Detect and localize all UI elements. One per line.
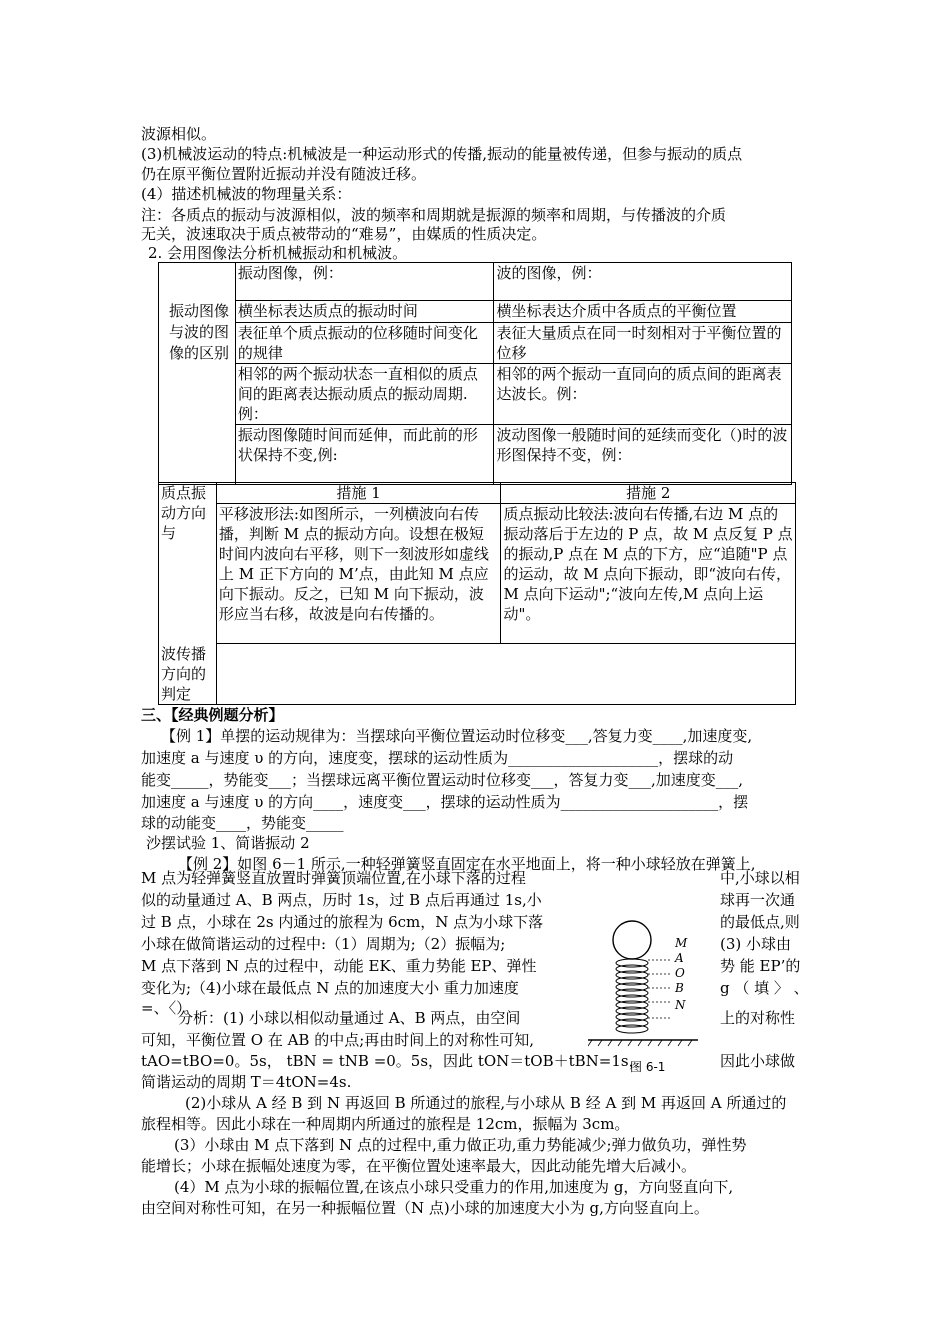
example-line-right: 中,小球以相 (720, 869, 800, 887)
example-line-right: 的最低点,则 (720, 913, 800, 931)
example-line: 沙摆试验 1、简谐振动 2 (146, 834, 310, 852)
analysis-line: (4）M 点为小球的振幅位置,在该点小球只受重力的作用,加速度为 g，方向竖直向下, (174, 1178, 734, 1196)
method-table (158, 482, 796, 705)
ball-icon (613, 921, 651, 959)
analysis-line: 由空间对称性可知，在另一种振幅位置（N 点)小球的加速度大小为 g,方向竖直向上。 (141, 1199, 709, 1217)
table-row-header: 波传播方向的判定 (159, 644, 217, 705)
example-line: 加速度 a 与速度 υ 的方向，速度变，摆球的运动性质为____________________，摆球的动 (141, 749, 734, 767)
table-cell: 横坐标表达介质中各质点的平衡位置 (494, 301, 792, 323)
example-line: 似的动量通过 A、B 两点，历时 1s，过 B 点后再通过 1s,小 (141, 891, 542, 909)
example-line: M 点下落到 N 点的过程中，动能 EK、重力势能 EP、弹性 (141, 957, 537, 975)
intro-line: 仍在原平衡位置附近振动并没有随波迁移。 (141, 165, 427, 183)
example-line: 过 B 点，小球在 2s 内通过的旅程为 6cm，N 点为小球下落 (141, 913, 544, 931)
analysis-line: 可知，平衡位置 O 在 AB 的中点;再由时间上的对称性可知, (141, 1031, 535, 1049)
table-cell: 波动图像一般随时间的延续而变化（)时的波形图保持不变，例： (494, 425, 792, 485)
example-line: 加速度 a 与速度 υ 的方向____，速度变___，摆球的运动性质为_____________________，摆 (141, 793, 749, 811)
example-line: 变化为;（4)小球在最低点 N 点的加速度大小 重力加速度 (141, 979, 519, 997)
table-cell: 质点振动比较法:波向右传播,右边 M 点的振动落后于左边的 P 点，故 M 点反复 P 点的振动,P 点在 M 点的下方，应“追随"P 点的运动，故 M 点向下振动，即“波向右传，M 点向下运动";“波向左传,M 点向上运动"。 (501, 504, 796, 644)
example-line: 小球在做简谐运动的过程中:（1）周期为;（2）振幅为; (141, 935, 506, 953)
spring-coil-icon (616, 959, 648, 1033)
example-line: 【例 1】单摆的运动规律为：当摆球向平衡位置运动时位移变___,答复力变____,加速度变, (161, 727, 753, 745)
example-line: M 点为轻弹簧竖直放置时弹簧顶端位置,在小球下落的过程 (141, 869, 526, 887)
analysis-line-right: 上的对称性 (720, 1009, 796, 1027)
intro-line: (4）描述机械波的物理量关系： (141, 185, 352, 203)
example-line: 能变_____，势能变___；当摆球远离平衡位置运动时位移变___，答复力变___,加速度变___, (141, 771, 744, 789)
section-title: 三、【经典例题分析】 (141, 706, 284, 724)
example-line-right: (3) 小球由 (720, 935, 792, 953)
table-cell: 振动图像随时间而延伸，而此前的形状保持不变,例: (235, 425, 494, 485)
figure-label-o: O (675, 966, 685, 980)
table-header: 措施 1 (216, 483, 501, 504)
table-cell: 相邻的两个振动状态一直相似的质点间的距离表达振动质点的振动周期.例： (235, 364, 494, 425)
intro-line: 2. 会用图像法分析机械振动和机械波。 (148, 244, 408, 262)
table-cell: 表征大量质点在同一时刻相对于平衡位置的位移 (494, 323, 792, 364)
analysis-line: (3）小球由 M 点下落到 N 点的过程中,重力做正功,重力势能减少;弹力做负功，弹性势 (174, 1136, 747, 1154)
intro-line: 波源相似。 (141, 125, 217, 143)
ground-hatch-icon (588, 1040, 692, 1046)
table-row-header: 质点振动方向与 (159, 483, 217, 644)
example-line: 球的动能变____，势能变_____ (141, 814, 344, 832)
example-line-right: g （ 填 〉 、 (720, 979, 809, 997)
intro-line: 注：各质点的振动与波源相似，波的频率和周期就是振源的频率和周期，与传播波的介质 (141, 206, 727, 224)
intro-line: 无关，波速取决于质点被带动的“难易”，由媒质的性质决定。 (141, 225, 547, 243)
table-cell: 表征单个质点振动的位移随时间变化的规律 (235, 323, 494, 364)
example-line: 【例 2】如图 6－1 所示,一种轻弹簧竖直固定在水平地面上，将一种小球轻放在弹簧上, (178, 855, 756, 873)
table-cell: 振动图像，例： (235, 263, 494, 301)
table-cell: 相邻的两个振动一直同向的质点间的距离表达波长。例： (494, 364, 792, 425)
analysis-line: 分析：(1) 小球以相似动量通过 A、B 两点，由空间 (178, 1009, 521, 1027)
figure-label-b: B (675, 981, 684, 995)
figure-label-a: A (675, 951, 684, 965)
table-cell: 平移波形法:如图所示，一列横波向右传播，判断 M 点的振动方向。设想在极短时间内波向右平移，则下一刻波形如虚线上 M 正下方向的 M’点，由此知 M 点应向下振动。反之，已知 M 向下振动，波形应当右移，故波是向右传播的。 (216, 504, 501, 644)
spring-figure (588, 918, 708, 1068)
table-row-header: 振动图像与波的图像的区别 (159, 263, 236, 485)
example-line-right: 势 能 EP’的 (720, 957, 801, 975)
analysis-line: 旅程相等。因此小球在一种周期内所通过的旅程是 12cm，振幅为 3cm。 (141, 1115, 630, 1133)
example-line-right: 球再一次通 (720, 891, 796, 909)
example-line: =、〈）。 (141, 999, 199, 1017)
table-cell (216, 644, 795, 705)
analysis-line: 能增长；小球在振幅处速度为零，在平衡位置处速率最大，因此动能先增大后减小。 (141, 1157, 697, 1175)
comparison-table (158, 262, 792, 485)
table-cell: 波的图像，例： (494, 263, 792, 301)
analysis-line-right: 因此小球做 (720, 1052, 796, 1070)
table-header: 措施 2 (501, 483, 796, 504)
figure-label-n: N (675, 998, 686, 1012)
analysis-line: tAO=tBO=0。5s， tBN = tNB =0。5s，因此 tON＝tOB＋tBN=1s， (141, 1052, 644, 1070)
figure-label-m: M (675, 936, 688, 950)
analysis-line: (2)小球从 A 经 B 到 N 再返回 B 所通过的旅程,与小球从 B 经 A 到 M 再返回 A 所通过的 (185, 1094, 787, 1112)
intro-line: (3)机械波运动的特点:机械波是一种运动形式的传播,振动的能量被传递，但参与振动的质点 (141, 145, 743, 163)
table-cell: 横坐标表达质点的振动时间 (235, 301, 494, 323)
analysis-line: 简谐运动的周期 T＝4tON=4s. (141, 1073, 352, 1091)
figure-caption: 图 6-1 (630, 1060, 666, 1074)
